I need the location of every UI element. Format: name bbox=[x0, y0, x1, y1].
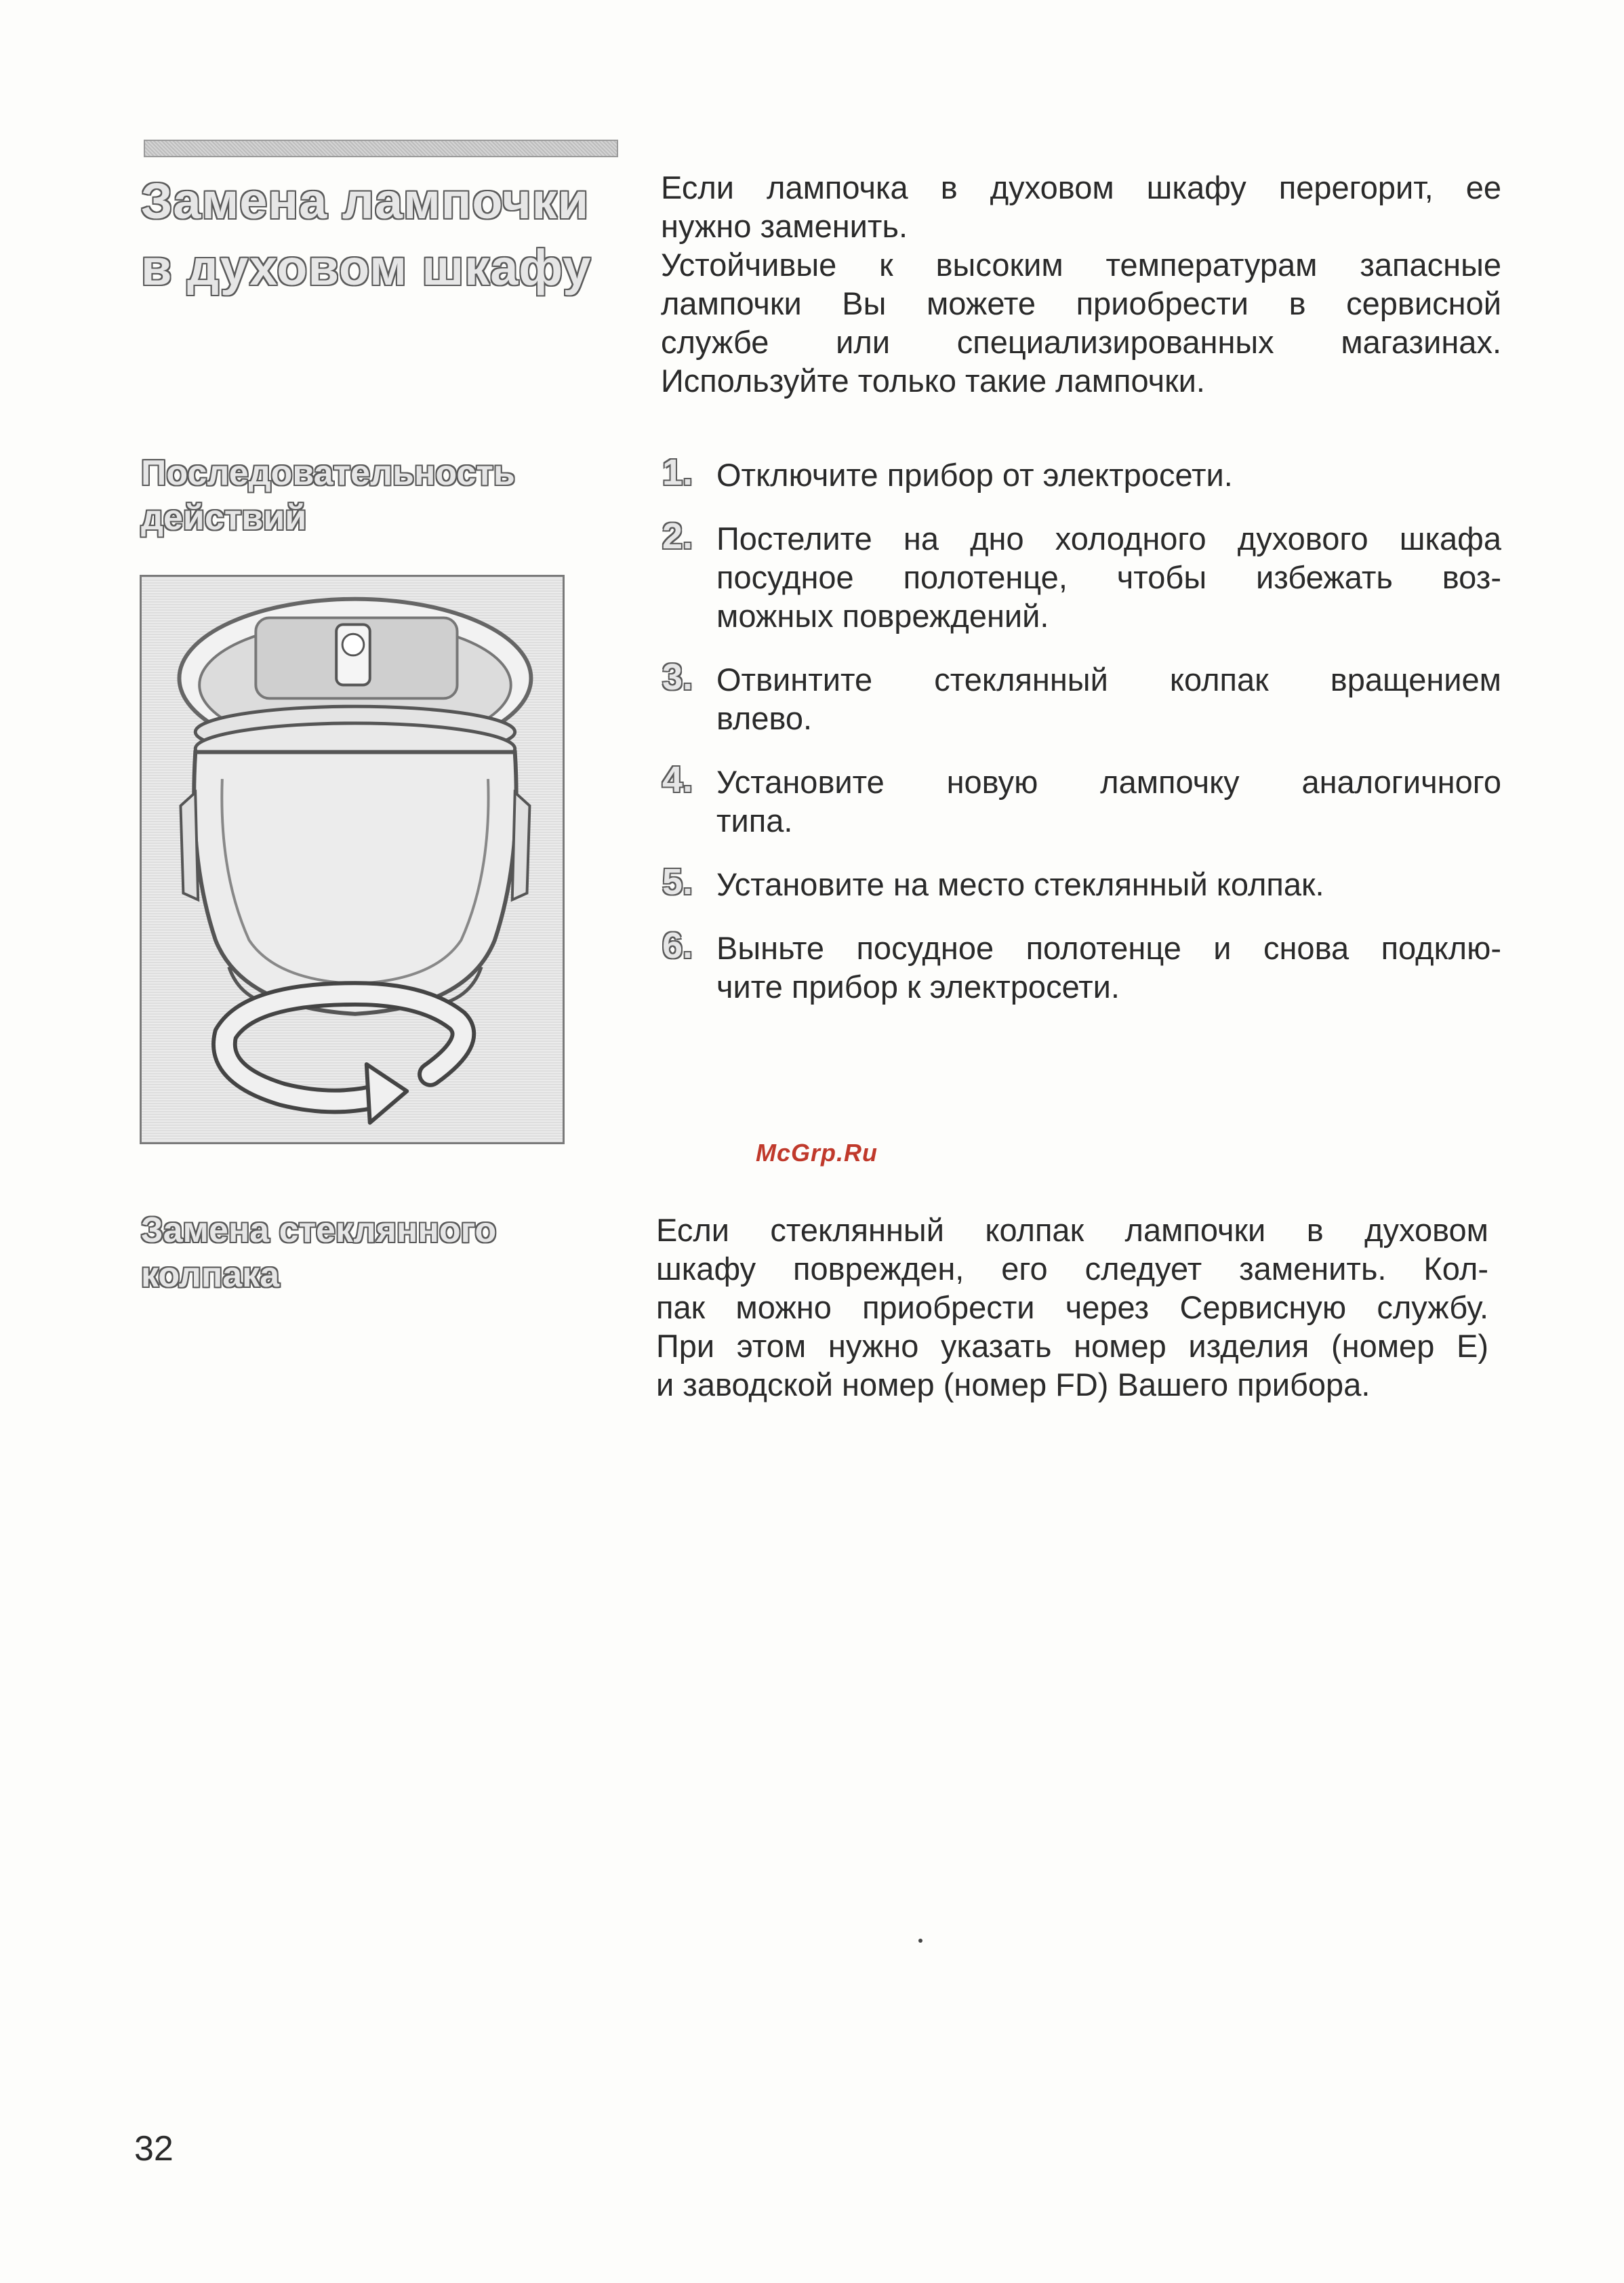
step-text-line: типа. bbox=[716, 803, 793, 839]
text-line: нужно заменить. bbox=[661, 208, 908, 244]
text-line: Если стеклянный колпак лампочки в духовом bbox=[656, 1212, 1488, 1248]
step-text-line: Постелите на дно холодного духового шкафа bbox=[716, 521, 1501, 557]
glass-cover-paragraph bbox=[656, 1211, 1488, 1404]
step-number: 2. bbox=[662, 516, 693, 557]
text-line: шкафу поврежден, его следует заменить. Кол- bbox=[656, 1251, 1488, 1287]
lamp-cover-illustration bbox=[140, 575, 565, 1144]
text-line: и заводской номер (номер FD) Вашего прибора. bbox=[656, 1367, 1371, 1402]
section-rule bbox=[144, 140, 618, 157]
step-text-line: Выньте посудное полотенце и снова подклю- bbox=[716, 930, 1501, 966]
step-text-line: Отключите прибор от электросети. bbox=[716, 457, 1233, 493]
step-item bbox=[661, 925, 1501, 1006]
lamp-cover-rotate-icon bbox=[142, 577, 563, 1142]
section-title-lamp bbox=[141, 168, 591, 301]
lamp-intro-paragraph bbox=[661, 168, 1501, 400]
step-item bbox=[661, 516, 1501, 635]
procedure-steps-list bbox=[661, 452, 1501, 1031]
text-line: При этом нужно указать номер изделия (номер Е) bbox=[656, 1328, 1488, 1364]
step-text-line: Установите на место стеклянный колпак. bbox=[716, 866, 1324, 902]
text-line: лампочки Вы можете приобрести в сервисной bbox=[661, 285, 1501, 321]
step-number: 4. bbox=[662, 759, 693, 800]
title-line: Последовательность bbox=[141, 453, 515, 493]
title-line: в духовом шкафу bbox=[141, 239, 592, 296]
step-number: 3. bbox=[662, 657, 693, 698]
step-text-line: влево. bbox=[716, 700, 813, 736]
step-item bbox=[661, 657, 1501, 738]
scan-speck bbox=[918, 1939, 922, 1943]
text-line: Используйте только такие лампочки. bbox=[661, 363, 1205, 399]
text-line: службе или специализированных магазинах. bbox=[661, 324, 1501, 360]
section-title-procedure bbox=[141, 451, 515, 540]
step-text-line: Отвинтите стеклянный колпак вращением bbox=[716, 662, 1501, 698]
step-text-line: посудное полотенце, чтобы избежать воз- bbox=[716, 559, 1501, 595]
step-item bbox=[661, 452, 1501, 494]
step-number: 6. bbox=[662, 925, 693, 966]
section-title-glass-cover bbox=[141, 1208, 496, 1297]
step-text-line: Установите новую лампочку аналогичного bbox=[716, 764, 1501, 800]
page-number: 32 bbox=[134, 2129, 174, 2168]
step-number: 5. bbox=[662, 862, 693, 902]
title-line: Замена стеклянного bbox=[141, 1211, 497, 1250]
text-line: пак можно приобрести через Сервисную службу. bbox=[656, 1289, 1488, 1325]
title-line: колпака bbox=[141, 1255, 280, 1295]
text-line: Если лампочка в духовом шкафу перегорит, ее bbox=[661, 169, 1501, 205]
title-line: действий bbox=[141, 498, 307, 538]
title-line: Замена лампочки bbox=[141, 173, 590, 229]
text-line: Устойчивые к высоким температурам запасные bbox=[661, 247, 1501, 283]
step-text-line: чите прибор к электросети. bbox=[716, 969, 1120, 1005]
step-number: 1. bbox=[662, 452, 693, 493]
step-text-line: можных повреждений. bbox=[716, 598, 1049, 634]
step-item bbox=[661, 862, 1501, 904]
step-item bbox=[661, 759, 1501, 840]
watermark: McGrp.Ru bbox=[756, 1139, 878, 1167]
